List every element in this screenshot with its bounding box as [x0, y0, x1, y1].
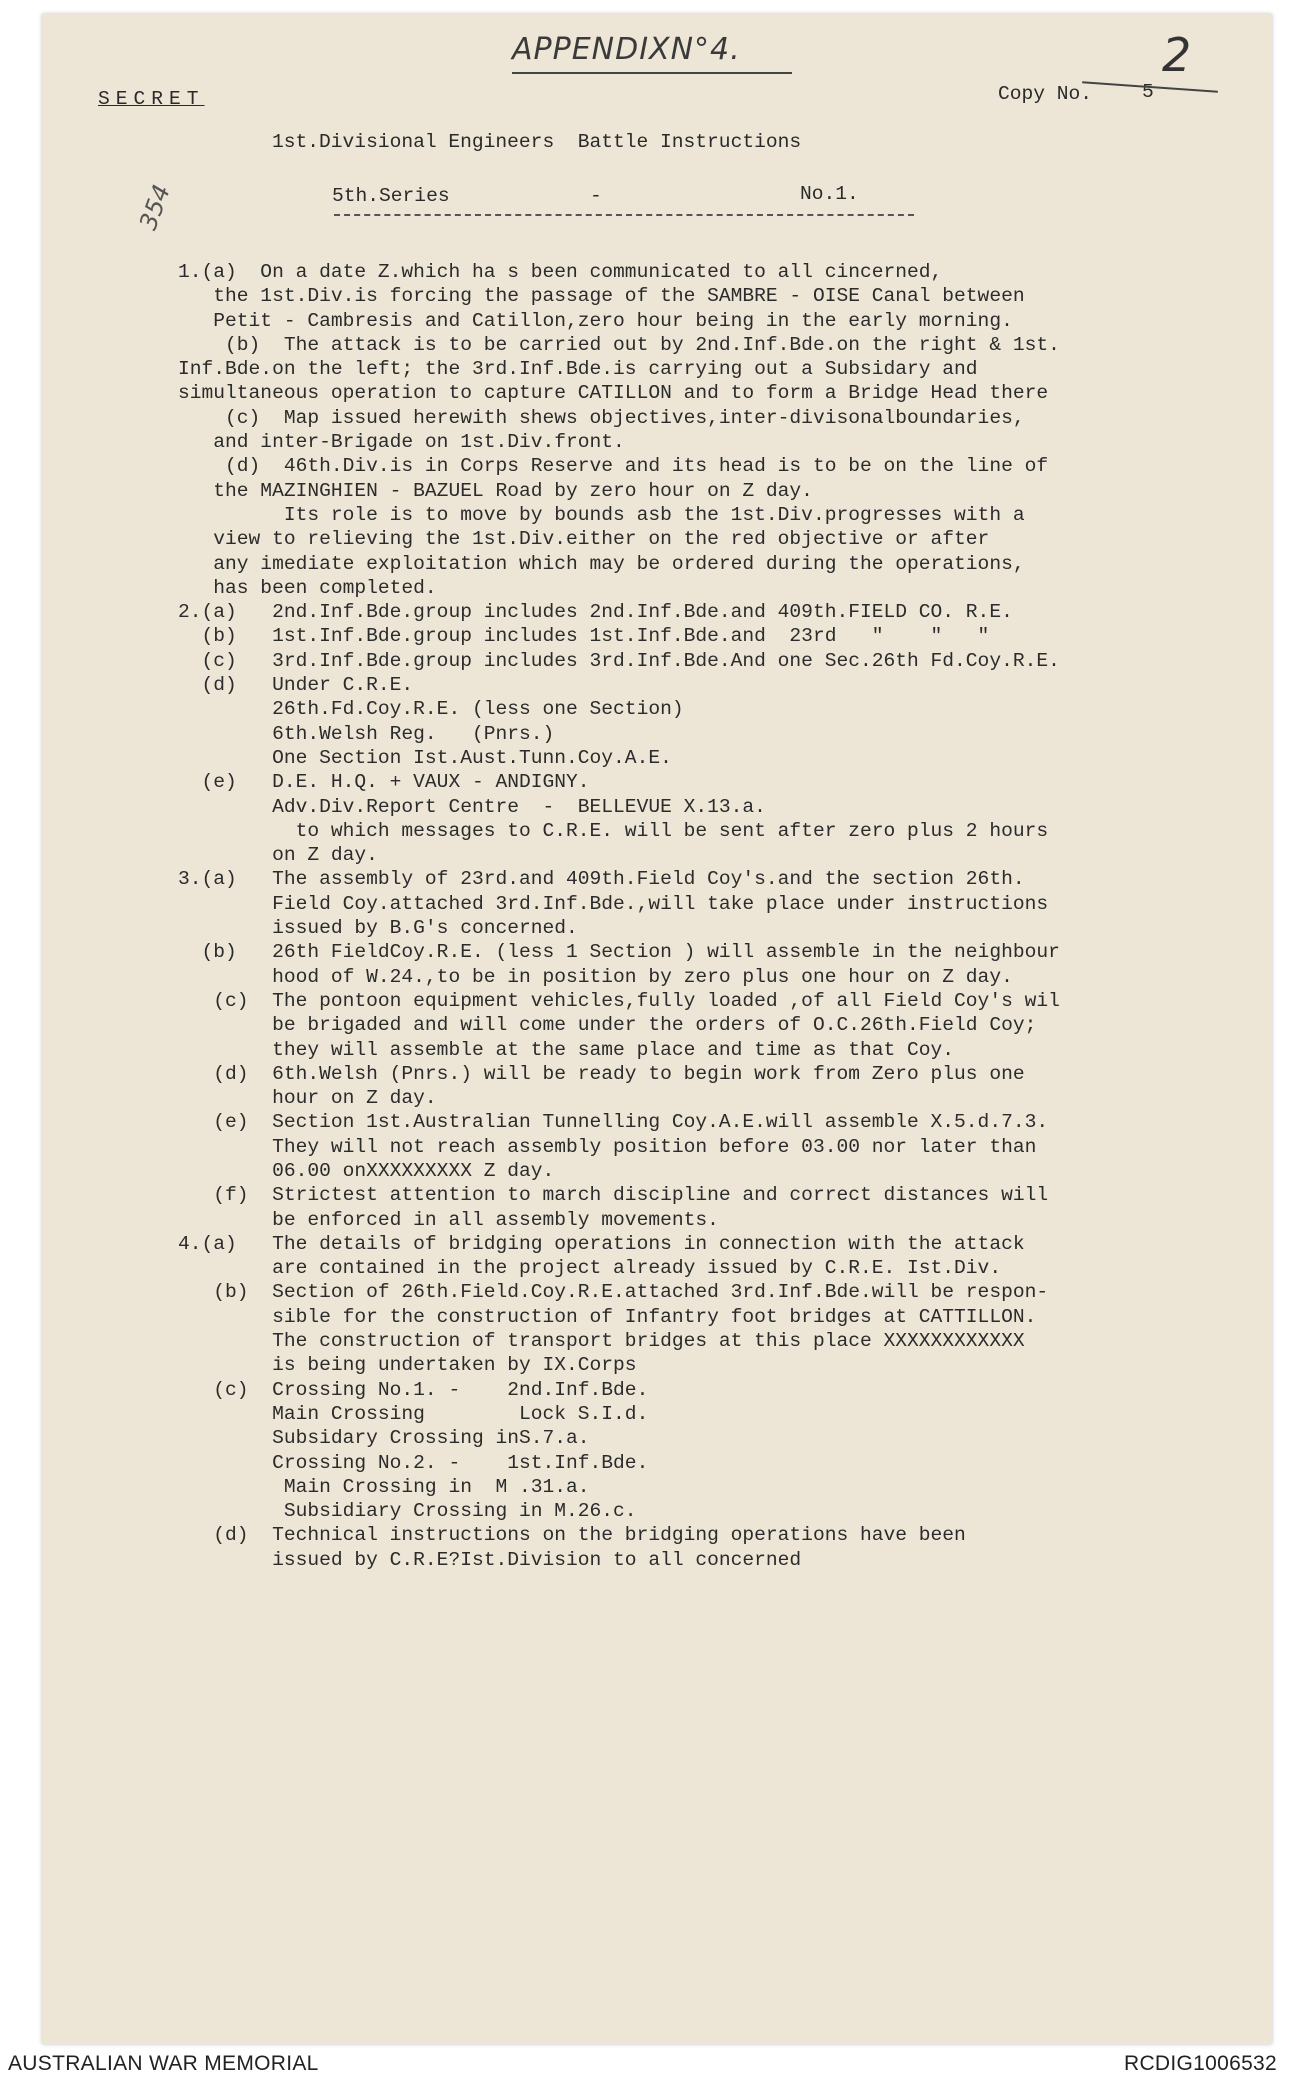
body-line: Adv.Div.Report Centre - BELLEVUE X.13.a.	[178, 795, 766, 818]
body-line: (e) D.E. H.Q. + VAUX - ANDIGNY.	[178, 771, 590, 794]
body-line: 26th.Fd.Coy.R.E. (less one Section)	[178, 698, 684, 721]
body-line: Its role is to move by bounds asb the 1st.Div.progresses with a	[178, 503, 1025, 526]
body-line: view to relieving the 1st.Div.either on the red objective or after	[178, 528, 990, 551]
body-line: 06.00 onXXXXXXXXX Z day.	[178, 1159, 555, 1182]
body-line: Subsidary Crossing inS.7.a.	[178, 1427, 590, 1450]
body-line: Petit - Cambresis and Catillon,zero hour being in the early morning.	[178, 309, 1013, 332]
body-line: the 1st.Div.is forcing the passage of the SAMBRE - OISE Canal between	[178, 285, 1025, 308]
body-line: (c) The pontoon equipment vehicles,fully loaded ,of all Field Coy's wil	[178, 989, 1060, 1012]
body-line: (c) Map issued herewith shews objectives,inter-divisonalboundaries,	[178, 406, 1025, 429]
body-line: (d) Under C.R.E.	[178, 674, 414, 697]
margin-note: 354	[134, 180, 176, 234]
archive-credit: AUSTRALIAN WAR MEMORIAL	[8, 2052, 319, 2075]
body-line: simultaneous operation to capture CATILLON and to form a Bridge Head there	[178, 382, 1049, 405]
copy-number-handwritten: 2	[1162, 28, 1192, 82]
body-line: Main Crossing Lock S.I.d.	[178, 1402, 649, 1425]
body-line: They will not reach assembly position before 03.00 nor later than	[178, 1135, 1037, 1158]
body-line: (b) 26th FieldCoy.R.E. (less 1 Section ) will assemble in the neighbour	[178, 941, 1060, 964]
body-line: Main Crossing in M .31.a.	[178, 1475, 590, 1498]
appendix-underline	[512, 72, 792, 74]
body-line: (b) Section of 26th.Field.Coy.R.E.attached 3rd.Inf.Bde.will be respon-	[178, 1281, 1049, 1304]
body-line: One Section Ist.Aust.Tunn.Coy.A.E.	[178, 746, 672, 769]
instructions-body	[178, 260, 1060, 1572]
body-line: 6th.Welsh Reg. (Pnrs.)	[178, 722, 555, 745]
document-title: 1st.Divisional Engineers Battle Instructions	[272, 131, 802, 153]
copy-number-typed: 5	[1142, 81, 1154, 103]
body-line: Crossing No.2. - 1st.Inf.Bde.	[178, 1451, 649, 1474]
body-line: (f) Strictest attention to march discipline and correct distances will	[178, 1184, 1049, 1207]
body-line: (d) 6th.Welsh (Pnrs.) will be ready to begin work from Zero plus one	[178, 1062, 1025, 1085]
body-line: 2.(a) 2nd.Inf.Bde.group includes 2nd.Inf.Bde.and 409th.FIELD CO. R.E.	[178, 601, 1013, 624]
body-line: they will assemble at the same place and time as that Coy.	[178, 1038, 955, 1061]
body-line: (d) Technical instructions on the bridging operations have been	[178, 1524, 966, 1547]
appendix-heading: APPENDIXN°4.	[512, 32, 741, 67]
body-line: sible for the construction of Infantry foot bridges at CATTILLON.	[178, 1305, 1037, 1328]
body-line: (e) Section 1st.Australian Tunnelling Coy.A.E.will assemble X.5.d.7.3.	[178, 1111, 1049, 1134]
body-line: Subsidiary Crossing in M.26.c.	[178, 1500, 637, 1523]
body-line: on Z day.	[178, 844, 378, 867]
body-line: issued by C.R.E?Ist.Division to all concerned	[178, 1548, 802, 1571]
body-line: (c) 3rd.Inf.Bde.group includes 3rd.Inf.Bde.And one Sec.26th Fd.Coy.R.E.	[178, 649, 1060, 672]
body-line: (d) 46th.Div.is in Corps Reserve and its head is to be on the line of	[178, 455, 1049, 478]
series-number: No.1.	[800, 183, 859, 205]
body-line: hour on Z day.	[178, 1087, 437, 1110]
body-line: issued by B.G's concerned.	[178, 917, 578, 940]
body-line: Field Coy.attached 3rd.Inf.Bde.,will take place under instructions	[178, 892, 1049, 915]
body-line: be enforced in all assembly movements.	[178, 1208, 719, 1231]
body-line: and inter-Brigade on 1st.Div.front.	[178, 431, 625, 454]
body-line: 1.(a) On a date Z.which ha s been communicated to all cincerned,	[178, 261, 943, 283]
body-line: is being undertaken by IX.Corps	[178, 1354, 637, 1377]
body-line: hood of W.24.,to be in position by zero plus one hour on Z day.	[178, 965, 1013, 988]
body-line: has been completed.	[178, 576, 437, 599]
body-line: The construction of transport bridges at this place XXXXXXXXXXXX	[178, 1330, 1025, 1353]
copy-label: Copy No.	[998, 83, 1093, 105]
body-line: any imediate exploitation which may be ordered during the operations,	[178, 552, 1025, 575]
record-id: RCDIG1006532	[1124, 2052, 1278, 2075]
body-line: (c) Crossing No.1. - 2nd.Inf.Bde.	[178, 1378, 649, 1401]
body-line: 3.(a) The assembly of 23rd.and 409th.Field Coy's.and the section 26th.	[178, 868, 1025, 891]
secret-label: SECRET	[98, 88, 205, 110]
body-line: are contained in the project already issued by C.R.E. Ist.Div.	[178, 1257, 1002, 1280]
body-line: (b) 1st.Inf.Bde.group includes 1st.Inf.Bde.and 23rd " " "	[178, 625, 990, 648]
body-line: to which messages to C.R.E. will be sent after zero plus 2 hours	[178, 819, 1049, 842]
body-line: be brigaded and will come under the orders of O.C.26th.Field Coy;	[178, 1014, 1037, 1037]
body-line: (b) The attack is to be carried out by 2nd.Inf.Bde.on the right & 1st.	[178, 333, 1060, 356]
body-line: Inf.Bde.on the left; the 3rd.Inf.Bde.is carrying out a Subsidary and	[178, 358, 978, 381]
document-page	[42, 14, 1272, 2044]
series-label: 5th.Series	[332, 185, 450, 207]
body-line: 4.(a) The details of bridging operations in connection with the attack	[178, 1232, 1025, 1255]
body-line: the MAZINGHIEN - BAZUEL Road by zero hour on Z day.	[178, 479, 813, 502]
header-rule	[334, 214, 914, 216]
series-dash: -	[590, 185, 602, 207]
